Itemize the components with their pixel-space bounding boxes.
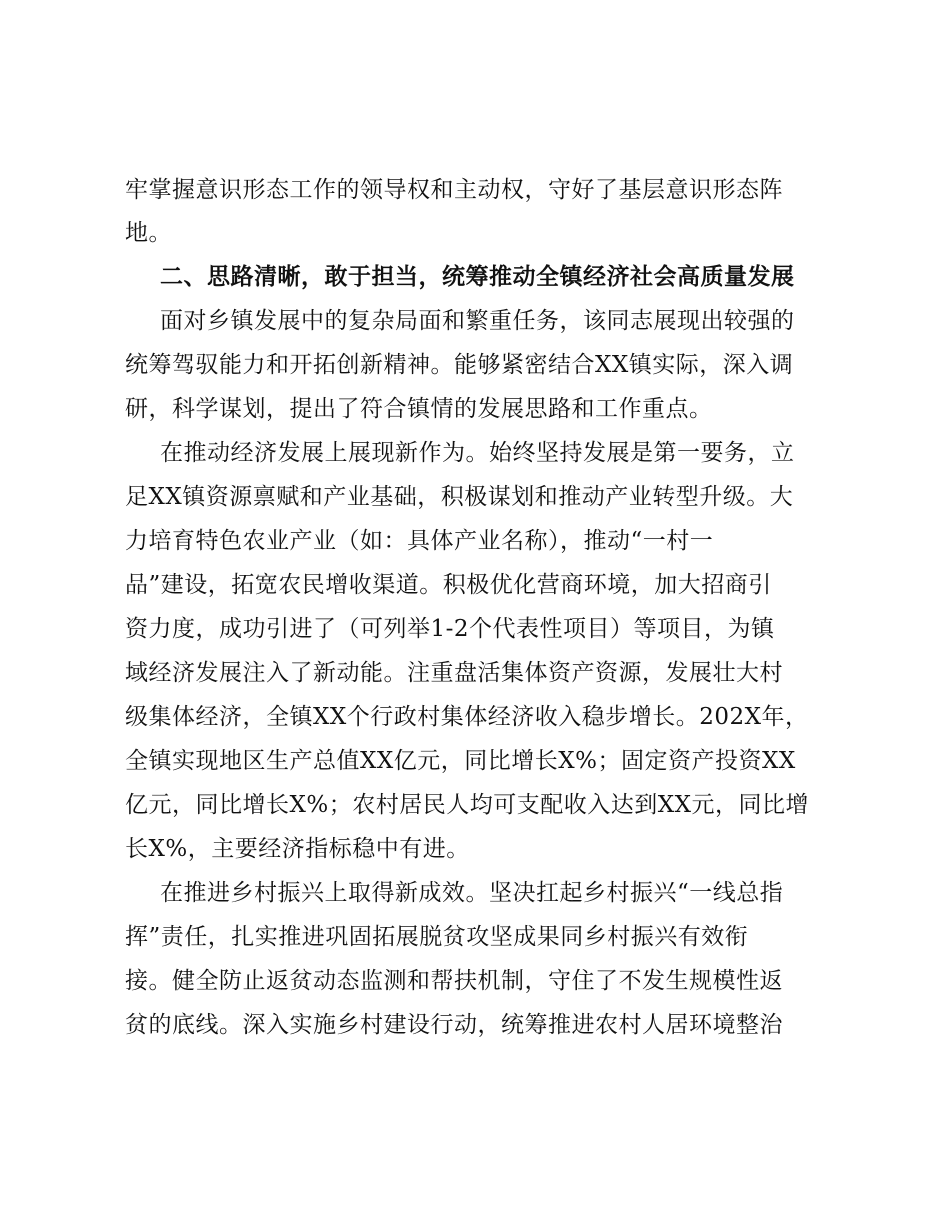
section-heading: 二、思路清晰，敢于担当，统筹推动全镇经济社会高质量发展 bbox=[160, 263, 795, 290]
text-line: 面对乡镇发展中的复杂局面和繁重任务，该同志展现出较强的 bbox=[160, 308, 795, 334]
text-line: 牢掌握意识形态工作的领导权和主动权，守好了基层意识形态阵 bbox=[125, 177, 783, 203]
text-line: 品”建设，拓宽农民增收渠道。积极优化营商环境，加大招商引 bbox=[125, 572, 772, 598]
text-line: 亿元，同比增长X%；农村居民人均可支配收入达到XX元，同比增 bbox=[125, 792, 809, 818]
text-line: 研，科学谋划，提出了符合镇情的发展思路和工作重点。 bbox=[125, 396, 713, 422]
text-line: 统筹驾驭能力和开拓创新精神。能够紧密结合XX镇实际，深入调 bbox=[125, 352, 794, 378]
text-line: 资力度，成功引进了（可列举1-2个代表性项目）等项目，为镇 bbox=[125, 616, 775, 642]
text-line: 足XX镇资源禀赋和产业基础，积极谋划和推动产业转型升级。大 bbox=[125, 484, 794, 510]
text-line: 级集体经济，全镇XX个行政村集体经济收入稳步增长。202X年， bbox=[125, 704, 809, 730]
text-line: 地。 bbox=[125, 220, 172, 246]
text-line: 接。健全防止返贫动态监测和帮扶机制，守住了不发生规模性返 bbox=[125, 968, 783, 994]
text-line: 贫的底线。深入实施乡村建设行动，统筹推进农村人居环境整治 bbox=[125, 1012, 783, 1038]
text-line: 在推动经济发展上展现新作为。始终坚持发展是第一要务，立 bbox=[160, 440, 795, 466]
text-line: 全镇实现地区生产总值XX亿元，同比增长X%；固定资产投资XX bbox=[125, 748, 796, 774]
text-line: 长X%，主要经济指标稳中有进。 bbox=[125, 836, 470, 862]
text-line: 力培育特色农业产业（如：具体产业名称），推动“一村一 bbox=[125, 528, 714, 554]
text-line: 挥”责任，扎实推进巩固拓展脱贫攻坚成果同乡村振兴有效衔 bbox=[125, 924, 749, 950]
text-line: 在推进乡村振兴上取得新成效。坚决扛起乡村振兴“一线总指 bbox=[160, 880, 784, 906]
text-line: 域经济发展注入了新动能。注重盘活集体资产资源，发展壮大村 bbox=[125, 660, 783, 686]
